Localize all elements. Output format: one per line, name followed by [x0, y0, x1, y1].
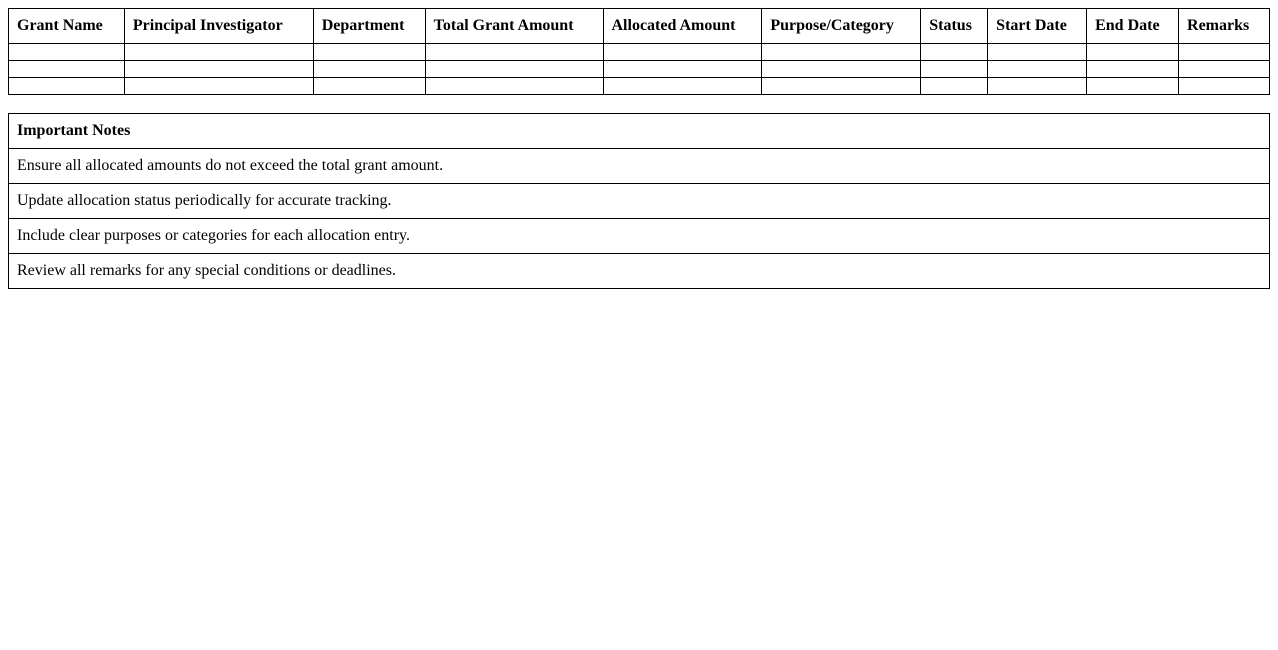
note-item: Include clear purposes or categories for each allocation entry.: [9, 219, 1270, 254]
table-cell: [425, 78, 603, 95]
header-department: Department: [313, 9, 425, 44]
table-cell: [124, 78, 313, 95]
table-cell: [1179, 61, 1270, 78]
note-item: Update allocation status periodically for accurate tracking.: [9, 184, 1270, 219]
table-cell: [921, 61, 988, 78]
table-cell: [313, 61, 425, 78]
table-cell: [9, 61, 125, 78]
table-cell: [921, 44, 988, 61]
important-notes-table: [8, 113, 1270, 289]
table-cell: [425, 44, 603, 61]
table-cell: [1087, 44, 1179, 61]
header-grant-name: Grant Name: [9, 9, 125, 44]
header-status: Status: [921, 9, 988, 44]
table-cell: [124, 61, 313, 78]
table-cell: [603, 44, 762, 61]
table-cell: [1179, 78, 1270, 95]
table-cell: [762, 44, 921, 61]
header-start-date: Start Date: [988, 9, 1087, 44]
table-cell: [1087, 61, 1179, 78]
table-cell: [762, 78, 921, 95]
note-item: Review all remarks for any special conditions or deadlines.: [9, 254, 1270, 289]
header-allocated-amount: Allocated Amount: [603, 9, 762, 44]
table-cell: [921, 78, 988, 95]
note-row: [9, 254, 1270, 289]
table-cell: [9, 78, 125, 95]
table-cell: [425, 61, 603, 78]
header-remarks: Remarks: [1179, 9, 1270, 44]
table-cell: [603, 61, 762, 78]
table-cell: [603, 78, 762, 95]
table-cell: [124, 44, 313, 61]
table-cell: [313, 78, 425, 95]
table-cell: [1087, 78, 1179, 95]
note-item: Ensure all allocated amounts do not exceed the total grant amount.: [9, 149, 1270, 184]
table-cell: [988, 44, 1087, 61]
header-total-grant-amount: Total Grant Amount: [425, 9, 603, 44]
note-row: [9, 184, 1270, 219]
table-cell: [1179, 44, 1270, 61]
table-cell: [762, 61, 921, 78]
table-row: [9, 61, 1270, 78]
header-end-date: End Date: [1087, 9, 1179, 44]
note-row: [9, 219, 1270, 254]
header-purpose-category: Purpose/Category: [762, 9, 921, 44]
notes-header-row: [9, 114, 1270, 149]
table-cell: [9, 44, 125, 61]
table-cell: [988, 61, 1087, 78]
note-row: [9, 149, 1270, 184]
table-header-row: [9, 9, 1270, 44]
notes-title: Important Notes: [9, 114, 1270, 149]
table-cell: [988, 78, 1087, 95]
table-row: [9, 44, 1270, 61]
grant-allocation-table: [8, 8, 1270, 95]
table-row: [9, 78, 1270, 95]
table-cell: [313, 44, 425, 61]
header-principal-investigator: Principal Investigator: [124, 9, 313, 44]
